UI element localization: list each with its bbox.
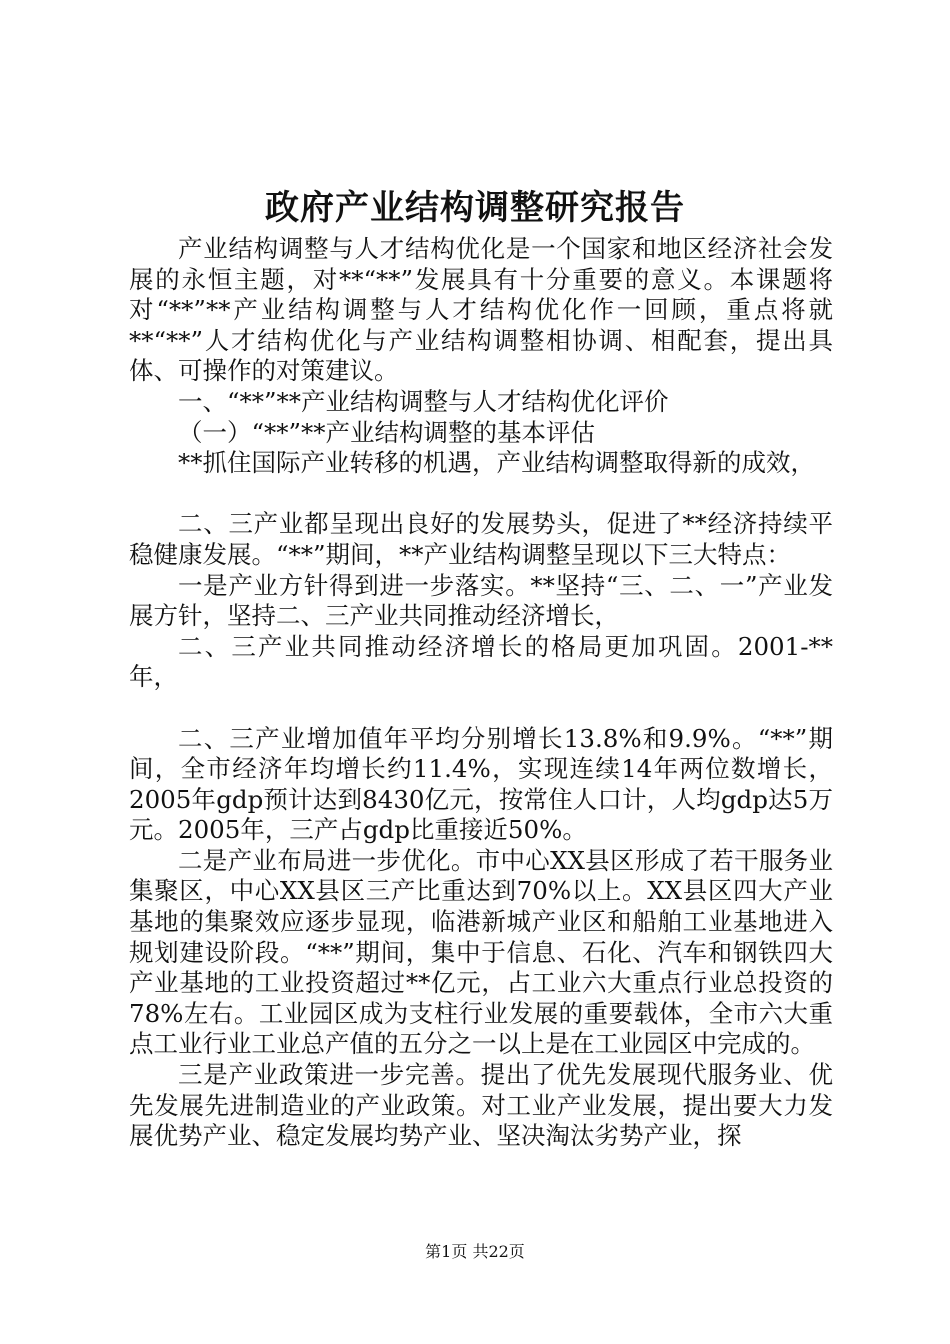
document-body	[129, 234, 833, 1152]
paragraph-gap	[129, 693, 833, 724]
paragraph-transfer: **抓住国际产业转移的机遇，产业结构调整取得新的成效，	[178, 448, 815, 478]
paragraph-point-two: 二是产业布局进一步优化。市中心XX县区形成了若干服务业集聚区，中心XX县区三产比重达到70%以上。XX县区四大产业基地的集聚效应逐步显现，临港新城产业区和船舶工业基地进入规划建设阶段。“**”期间，集中于信息、石化、汽车和钢铁四大产业基地的工业投资超过**亿元，占工业六大重点行业总投资的78%左右。工业园区成为支柱行业发展的重要载体，全市六大重点工业行业工业总产值的五分之一以上是在工业园区中完成的。	[129, 845, 833, 1059]
section-heading-1: 一、“**”**产业结构调整与人才结构优化评价	[178, 386, 669, 416]
paragraph-trends: 二、三产业都呈现出良好的发展势头，促进了**经济持续平稳健康发展。“**”期间，**产业结构调整呈现以下三大特点：	[129, 509, 833, 569]
paragraph-intro: 产业结构调整与人才结构优化是一个国家和地区经济社会发展的永恒主题，对**“**”发展具有十分重要的意义。本课题将对“**”**产业结构调整与人才结构优化作一回顾，重点将就**“**”人才结构优化与产业结构调整相协调、相配套，提出具体、可操作的对策建议。	[129, 234, 833, 386]
subsection-heading-1: （一）“**”**产业结构调整的基本评估	[178, 417, 596, 447]
page-number-footer: 第1页 共22页	[425, 1242, 525, 1261]
paragraph-gap	[129, 479, 833, 510]
document-title: 政府产业结构调整研究报告	[265, 188, 685, 228]
paragraph-point-three: 三是产业政策进一步完善。提出了优先发展现代服务业、优先发展先进制造业的产业政策。对工业产业发展，提出要大力发展优势产业、稳定发展均势产业、坚决淘汰劣势产业，探	[129, 1060, 833, 1151]
paragraph-growth: 二、三产业增加值年平均分别增长13.8%和9.9%。“**”期间，全市经济年均增长约11.4%，实现连续14年两位数增长，2005年gdp预计达到8430亿元，按常住人口计，人均gdp达5万元。2005年，三产占gdp比重接近50%。	[129, 723, 833, 845]
paragraph-point-one: 一是产业方针得到进一步落实。**坚持“三、二、一”产业发展方针，坚持二、三产业共同推动经济增长，	[129, 570, 833, 631]
paragraph-pattern: 二、三产业共同推动经济增长的格局更加巩固。2001-**年，	[129, 631, 833, 692]
